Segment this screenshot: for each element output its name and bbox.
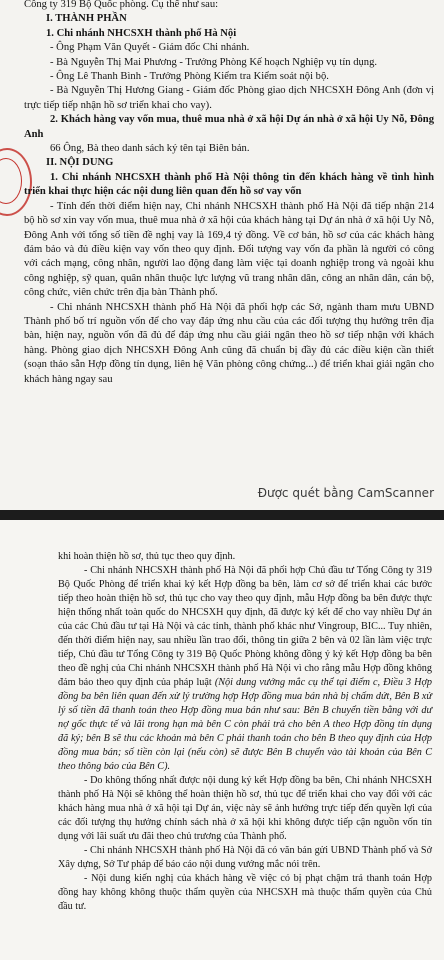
- section-2-title: II. NỘI DUNG: [46, 157, 114, 169]
- section-2-subtitle-1: 1. Chi nhánh NHCSXH thành phố Hà Nội thông tin đến khách hàng về tình hình triển khai thực hiện các nội dung liên quan đến hồ sơ vay vốn: [24, 171, 434, 198]
- section-1-subtitle-1: 1. Chi nhánh NHCSXH thành phố Hà Nội: [46, 27, 237, 39]
- page-1-body: [24, 0, 434, 387]
- paragraph-report: - Chi nhánh NHCSXH thành phố Hà Nội đã có văn bản gửi UBND Thành phố và Sở Xây dựng, Sở Tư pháp để báo cáo nội dung vướng mắc nói trên.: [58, 845, 432, 870]
- section-1-title: I. THÀNH PHẦN: [46, 13, 127, 25]
- participant-3: - Ông Lê Thanh Bình - Trưởng Phòng Kiểm tra Kiểm soát nội bộ.: [50, 71, 329, 83]
- paragraph-applications: - Tính đến thời điểm hiện nay, Chi nhánh NHCSXH thành phố Hà Nội đã tiếp nhận 214 bộ hồ sơ xin vay vốn mua, thuê mua nhà ở xã hội của khách hàng tại Dự án nhà ở xã hội Uy Nỗ, Đông Anh với tổng số tiền đề nghị vay là 169,4 tỷ đồng. Về cơ bản, hồ sơ của các khách hàng đảm bảo và đủ điều kiện vay vốn theo quy định. Đối tượng vay vốn đa phần là người có công với cách mạng, công nhân, người lao động đang làm việc tại doanh nghiệp trong và ngoài khu công nghiệp, sỹ quan, quân nhân thuộc lực lượng vũ trang nhân dân, công an nhân dân, cán bộ, công chức, viên chức trên địa bàn Thành phố.: [24, 200, 434, 299]
- participant-count: 66 Ông, Bà theo danh sách ký tên tại Biên bản.: [50, 143, 250, 155]
- intro-line: Công ty 319 Bộ Quốc phòng. Cụ thể như sau:: [24, 0, 219, 10]
- paragraph-contract-italic: (Nội dung vướng mắc cụ thể tại điểm c, Điều 3 Hợp đồng ba bên liên quan đến xử lý trường hợp Hợp đồng mua bán nhà bị chấm dứt, Bên B xử lý số tiền đã thanh toán theo Hợp đồng mua bán như sau: Bên B chuyển tiền bằng với dư nợ gốc thực tế và lãi trong hạn mà bên C còn phải trả cho bên A theo Hợp đồng tín dụng đã ký; bên B sẽ thu các khoản mà bên C phải thanh toán cho bên B theo quy định của Hợp đồng mua bán; số tiền còn lại (nếu còn) sẽ được Bên B chuyển vào tài khoản của Bên C theo thông báo của Bên C).: [58, 677, 432, 772]
- section-1-subtitle-2: 2. Khách hàng vay vốn mua, thuê mua nhà ở xã hội Dự án nhà ở xã hội Uy Nỗ, Đông Anh: [24, 114, 434, 140]
- participant-2: - Bà Nguyễn Thị Mai Phương - Trưởng Phòng Kế hoạch Nghiệp vụ tín dụng.: [50, 56, 378, 68]
- page-2-body: [58, 550, 432, 914]
- continuation-line: khi hoàn thiện hồ sơ, thủ tục theo quy định.: [58, 551, 236, 562]
- participant-4: - Bà Nguyễn Thị Hương Giang - Giám đốc Phòng giao dịch NHCSXH Đông Anh (đơn vị trực tiếp tiếp nhận hồ sơ triển khai cho vay).: [24, 85, 434, 111]
- paragraph-penalty: - Nội dung kiến nghị của khách hàng về việc có bị phạt chậm trả thanh toán Hợp đồng hay không không thuộc thẩm quyền của NHCSXH mà thuộc thẩm quyền của Chủ đầu tư.: [58, 873, 432, 912]
- camscanner-watermark: Được quét bằng CamScanner: [257, 486, 434, 500]
- paragraph-contract: [58, 564, 432, 774]
- paragraph-contract-text: - Chi nhánh NHCSXH thành phố Hà Nội đã phối hợp Chủ đầu tư Tổng Công ty 319 Bộ Quốc Phòng để triển khai ký kết Hợp đồng ba bên, làm cơ sở để triển khai các bước tiếp theo hoàn thiện hồ sơ, thủ tục cho vay theo quy định, mẫu Hợp đồng ba bên được thực hiện thống nhất toàn quốc do NHCSXH quy định, đã được ký kết để cho vay nhiều Dự án của các Chủ đầu tư tại Hà Nội và các tỉnh, thành phố khác như Vingroup, BIC... Tuy nhiên, đến thời điểm hiện nay, sau nhiều lần trao đổi, thông tin giữa 2 bên và 02 lần làm việc trực tiếp, Chủ đầu tư Tổng Công ty 319 Bộ Quốc Phòng không đồng ý ký kết Hợp đồng ba bên theo đề nghị của Chi nhánh NHCSXH thành phố Hà Nội vì cho rằng mẫu Hợp đồng không đảm bảo theo quy định của pháp luật: [58, 565, 432, 688]
- page-separator: [0, 510, 444, 520]
- paragraph-impact: - Do không thống nhất được nội dung ký kết Hợp đồng ba bên, Chi nhánh NHCSXH thành phố Hà Nội sẽ không thể hoàn thiện hồ sơ, thủ tục để triển khai cho vay đối với các khách hàng mua nhà ở xã hội tại Dự án, việc này sẽ ảnh hưởng trực tiếp đến quyền lợi của các đối tượng thụ hưởng chính sách nhà ở xã hội khi không được tiếp cận nguồn vốn tín dụng với lãi suất ưu đãi theo chủ trương của Thành phố.: [58, 775, 432, 842]
- participant-1: - Ông Phạm Văn Quyết - Giám đốc Chi nhánh.: [50, 42, 250, 54]
- document-page-2: [0, 520, 444, 960]
- paragraph-funding: - Chi nhánh NHCSXH thành phố Hà Nội đã phối hợp các Sở, ngành tham mưu UBND Thành phố bố trí nguồn vốn để cho vay đáp ứng nhu cầu của các đối tượng thụ hưởng trên địa bàn, hiện nay, nguồn vốn đã đủ để đáp ứng nhu cầu giải ngân theo hồ sơ tiếp nhận với khách hàng. Phòng giao dịch NHCSXH Đông Anh cũng đã chuẩn bị đầy đủ các điều kiện cần thiết (soạn thảo sẵn Hợp đồng tín dụng, liên hệ Văn phòng công chứng...) để triển khai giải ngân cho khách hàng ngay sau: [24, 301, 434, 385]
